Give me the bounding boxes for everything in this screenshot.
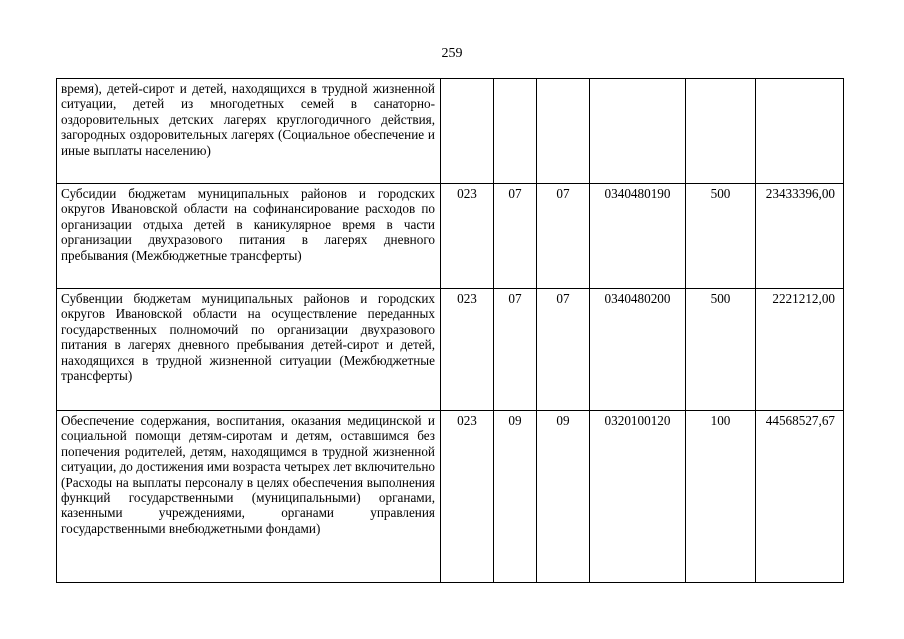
row-csr: 0320100120 xyxy=(590,411,686,583)
row-razdel: 09 xyxy=(494,411,537,583)
table-row xyxy=(57,79,844,184)
row-grbs xyxy=(441,79,494,184)
row-grbs: 023 xyxy=(441,289,494,411)
row-grbs: 023 xyxy=(441,411,494,583)
row-amount xyxy=(756,79,844,184)
row-vr: 100 xyxy=(686,411,756,583)
row-vr: 500 xyxy=(686,184,756,289)
row-razdel: 07 xyxy=(494,289,537,411)
table-row xyxy=(57,411,844,583)
table-row xyxy=(57,184,844,289)
page-number: 259 xyxy=(441,46,463,61)
row-podrazdel: 07 xyxy=(537,289,590,411)
row-amount: 44568527,67 xyxy=(756,411,844,583)
row-csr: 0340480200 xyxy=(590,289,686,411)
row-razdel: 07 xyxy=(494,184,537,289)
table-row xyxy=(57,289,844,411)
row-description: Обеспечение содержания, воспитания, оказания медицинской и социальной помощи детям-сиротам и детям, оставшимся без попечения родителей, детям, находящимся в трудной жизненной ситуации, до достижения ими возраста четырех лет включительно (Расходы на выплаты персоналу в целях обеспечения выполнения функций государственными (муниципальными) органами, казенными учреждениями, органами управления государственными внебюджетными фондами) xyxy=(57,411,441,583)
budget-table xyxy=(56,78,844,583)
row-amount: 23433396,00 xyxy=(756,184,844,289)
row-description: время), детей-сирот и детей, находящихся в трудной жизненной ситуации, детей из многодетных семей в санаторно-оздоровительных детских лагерях круглогодичного действия, загородных оздоровительных лагерях (Социальное обеспечение и иные выплаты населению) xyxy=(57,79,441,184)
row-csr: 0340480190 xyxy=(590,184,686,289)
row-grbs: 023 xyxy=(441,184,494,289)
row-csr xyxy=(590,79,686,184)
row-vr: 500 xyxy=(686,289,756,411)
row-amount: 2221212,00 xyxy=(756,289,844,411)
row-podrazdel xyxy=(537,79,590,184)
row-podrazdel: 09 xyxy=(537,411,590,583)
row-description: Субсидии бюджетам муниципальных районов и городских округов Ивановской области на софинансирование расходов по организации отдыха детей в каникулярное время в части организации двухразового питания в лагерях дневного пребывания (Межбюджетные трансферты) xyxy=(57,184,441,289)
row-description: Субвенции бюджетам муниципальных районов и городских округов Ивановской области на осуществление переданных государственных полномочий по организации двухразового питания в лагерях дневного пребывания детей-сирот и детей, находящихся в трудной жизненной ситуации (Межбюджетные трансферты) xyxy=(57,289,441,411)
row-razdel xyxy=(494,79,537,184)
row-vr xyxy=(686,79,756,184)
row-podrazdel: 07 xyxy=(537,184,590,289)
